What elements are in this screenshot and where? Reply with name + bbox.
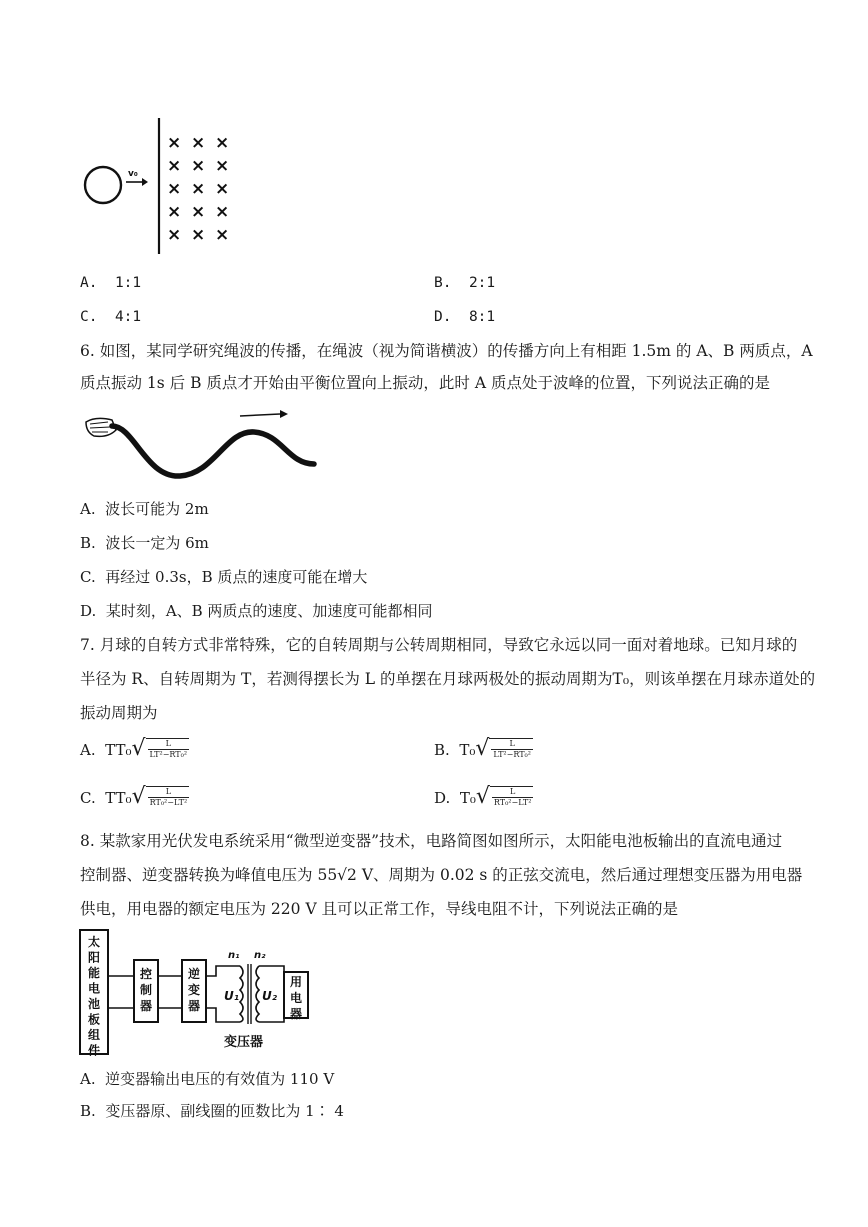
q7-option-a: A. TT₀ √ $\frac{L}{\text{LT²−RT₀²}}$ <box>80 736 188 761</box>
solar-panel-label-char: 能 <box>87 966 101 980</box>
q5-option-c: C. 4:1 <box>80 309 142 325</box>
field-cross: × <box>215 133 230 153</box>
field-cross: × <box>191 156 206 176</box>
field-cross: × <box>191 202 206 222</box>
q6-option-a: A. 波长可能为 2m <box>80 500 209 518</box>
velocity-label: v₀ <box>128 169 138 179</box>
field-cross: × <box>167 133 182 153</box>
q6-stem-line1: 6. 如图，某同学研究绳波的传播，在绳波（视为简谐横波）的传播方向上有相距 1.5m 的 A、B 两质点，A <box>80 342 813 360</box>
inverter-label-char: 器 <box>187 999 201 1013</box>
appliance-label-char: 器 <box>289 1007 303 1021</box>
q5-option-b: B. 2:1 <box>434 275 496 291</box>
controller-label-char: 控 <box>139 967 153 981</box>
field-cross: × <box>215 156 230 176</box>
q5-option-d: D. 8:1 <box>434 309 496 325</box>
appliance-label-char: 用 <box>289 975 303 989</box>
field-cross: × <box>167 179 182 199</box>
secondary-coil <box>256 966 259 1022</box>
q5-option-a: A. 1:1 <box>80 275 142 291</box>
controller-label-char: 器 <box>139 999 153 1013</box>
field-cross: × <box>215 179 230 199</box>
q8-circuit-figure <box>78 928 338 1058</box>
q6-stem-line2: 质点振动 1s 后 B 质点才开始由平衡位置向上振动，此时 A 质点处于波峰的位置，下列说法正确的是 <box>80 374 770 392</box>
q6-option-c: C. 再经过 0.3s，B 质点的速度可能在增大 <box>80 568 368 586</box>
controller-label-char: 制 <box>139 983 153 997</box>
solar-panel-label-char: 太 <box>87 935 101 949</box>
q8-option-b: B. 变压器原、副线圈的匝数比为 1∶ 4 <box>80 1102 344 1120</box>
transformer-label: 变压器 <box>224 1035 264 1050</box>
propagation-arrow <box>240 414 280 416</box>
field-cross: × <box>191 133 206 153</box>
field-cross: × <box>167 225 182 245</box>
field-cross: × <box>215 225 230 245</box>
inverter-label-char: 变 <box>187 983 201 997</box>
q7-stem-line3: 振动周期为 <box>80 704 158 722</box>
solar-panel-label-char: 件 <box>87 1043 101 1058</box>
q6-rope-wave-figure <box>82 408 322 488</box>
primary-coil <box>240 966 243 1022</box>
solar-panel-label-char: 阳 <box>87 950 101 965</box>
q6-option-b: B. 波长一定为 6m <box>80 534 209 552</box>
q5-figure <box>80 112 240 260</box>
inverter-label-char: 逆 <box>187 967 201 981</box>
field-cross: × <box>191 225 206 245</box>
field-cross: × <box>191 179 206 199</box>
field-cross: × <box>167 202 182 222</box>
u2-label: U₂ <box>262 989 277 1003</box>
q8-stem-line1: 8. 某款家用光伏发电系统采用“微型逆变器”技术，电路简图如图所示，太阳能电池板输出的直流电通过 <box>80 832 783 850</box>
q7-stem-line2: 半径为 R、自转周期为 T，若测得摆长为 L 的单摆在月球两极处的振动周期为T₀，则该单摆在月球赤道处的 <box>80 670 816 688</box>
u1-label: U₁ <box>224 989 239 1003</box>
q7-option-c: C. TT₀ √ $\frac{L}{\text{RT₀²−LT²}}$ <box>80 784 188 809</box>
q7-option-b: B. T₀ √ $\frac{L}{\text{LT²−RT₀²}}$ <box>434 736 531 761</box>
q7-stem-line1: 7. 月球的自转方式非常特殊，它的自转周期与公转周期相同，导致它永远以同一面对着地球。已知月球的 <box>80 636 798 654</box>
q7-option-d: D. T₀ √ $\frac{L}{\text{RT₀²−LT²}}$ <box>434 784 532 809</box>
q6-option-d: D. 某时刻，A、B 两质点的速度、加速度可能都相同 <box>80 602 433 620</box>
n2-label: n₂ <box>254 950 266 961</box>
q8-stem-line3: 供电，用电器的额定电压为 220 V 且可以正常工作，导线电阻不计，下列说法正确的是 <box>80 900 679 918</box>
q8-stem-line2: 控制器、逆变器转换为峰值电压为 55√2 V、周期为 0.02 s 的正弦交流电，然后通过理想变压器为用电器 <box>80 866 803 884</box>
rope-wave <box>112 426 314 476</box>
field-cross: × <box>167 156 182 176</box>
coil-loop <box>85 167 121 203</box>
n1-label: n₁ <box>228 950 240 961</box>
magnetic-field-crosses <box>167 133 229 245</box>
solar-panel-label-char: 电 <box>87 981 101 996</box>
q8-option-a: A. 逆变器输出电压的有效值为 110 V <box>80 1070 335 1088</box>
solar-panel-label-char: 池 <box>87 997 101 1011</box>
field-cross: × <box>215 202 230 222</box>
solar-panel-label-char: 组 <box>87 1028 101 1042</box>
solar-panel-label-char: 板 <box>87 1012 101 1027</box>
appliance-label-char: 电 <box>289 991 303 1005</box>
